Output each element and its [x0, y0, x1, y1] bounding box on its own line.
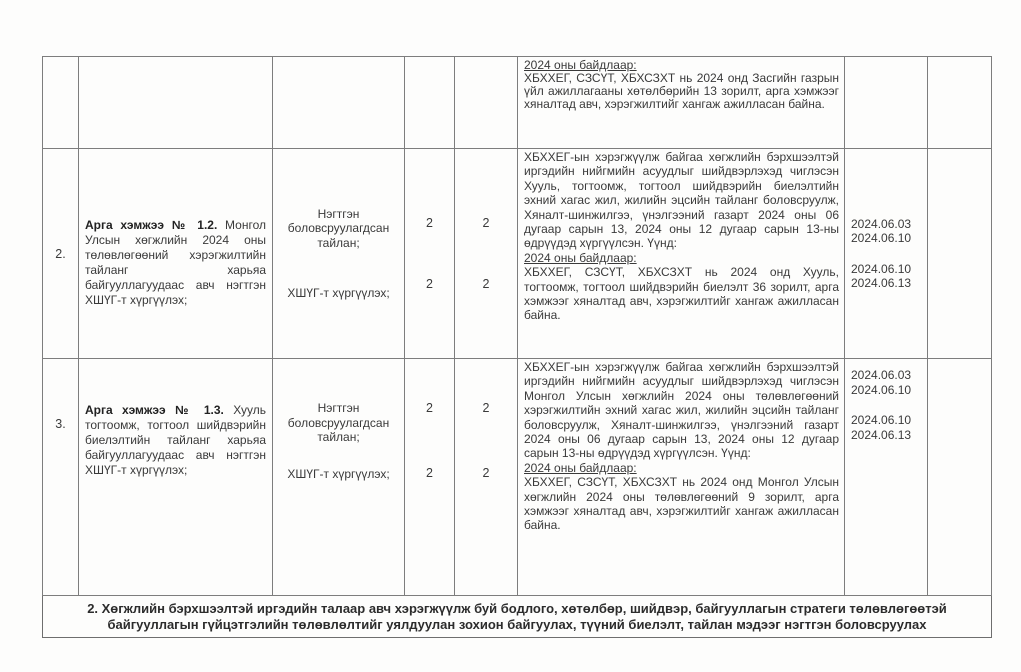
status-text: ХБХХЕГ, СЗСҮТ, ХБХСЗХТ нь 2024 онд Монгол Улсын хөгжлийн 2024 оны төлөвлөгөөний 9 зорилт, арга хэмжээг хяналтад авч, хэрэгжилтийг хангаж ажилласан байна.: [524, 475, 839, 533]
note-cell-empty: [928, 359, 992, 596]
qty-value: 2: [482, 465, 490, 480]
output-cell-empty: [273, 57, 405, 149]
table-row-footer: [43, 596, 992, 638]
section-footer-title: 2. Хөгжлийн бэрхшээлтэй иргэдийн талаар авч хэрэгжүүлж буй бодлого, хөтөлбөр, шийдвэр, байгууллагын стратеги төлөвлөгөөтэй байгууллагын гүйцэтгэлийн төлөвлөлтийг уялдуулан зохион байгуулах, түүний биелэлт, тайлан мэдээг нэгтгэн боловсруулах: [43, 596, 992, 638]
result-text: ХБХХЕГ-ын хэрэгжүүлж байгаа хөгжлийн бэрхшээлтэй иргэдийн нийгмийн асуудлыг шийдвэрлэхэд чиглэсэн Хууль, тогтоомж, тогтоол шийдвэрийн биелэлтийн эхний хагас жил, жилийн эцсийн тайланг боловсруулж, Хяналт-шинжилгээ, үнэлгээний газарт 2024 оны 06 дугаар сарын 13, 2024 оны 12 дугаар сарын 13-ны өдрүүдэд хүргүүлсэн. Үүнд:: [524, 150, 839, 251]
status-text: ХБХХЕГ, СЗСҮТ, ХБХСЗХТ нь 2024 онд Хууль, тогтоомж, тогтоол шийдвэрийн биелэлт 36 зорилт, арга хэмжээг хяналтад авч, хэрэгжилтийг хангаж ажилласан байна.: [524, 265, 839, 323]
status-heading: 2024 оны байдлаар:: [524, 58, 637, 72]
qty-value: 2: [482, 215, 490, 230]
note-cell-empty: [928, 57, 992, 149]
result-cell: [518, 57, 845, 149]
qty-target-cell: [405, 359, 455, 596]
qty-target-cell-empty: [405, 57, 455, 149]
date: 2024.06.10: [851, 413, 912, 427]
measure-cell: [79, 149, 273, 359]
qty-actual-cell: [455, 149, 518, 359]
date-group: [851, 413, 927, 442]
qty-value: 2: [426, 215, 433, 230]
date: 2024.06.10: [851, 382, 912, 397]
dates-cell: [845, 149, 928, 359]
measure-title: Арга хэмжээ № 1.3.: [85, 403, 224, 417]
measure-description: [85, 218, 266, 308]
output-item: ХШҮГ-т хүргүүлэх;: [287, 286, 390, 300]
measure-cell: [79, 359, 273, 596]
output-item: Нэгтгэн боловсруулагдсан тайлан;: [287, 206, 390, 250]
qty-actual-cell: [455, 359, 518, 596]
output-cell: [273, 149, 405, 359]
result-cell: [518, 149, 845, 359]
measure-cell-empty: [79, 57, 273, 149]
status-heading: 2024 оны байдлаар:: [524, 250, 637, 265]
date-group: [851, 262, 927, 291]
qty-value: 2: [426, 277, 433, 291]
date: 2024.06.13: [851, 276, 912, 290]
date: 2024.06.13: [851, 427, 912, 442]
status-heading: 2024 оны байдлаар:: [524, 460, 637, 475]
qty-value: 2: [426, 401, 433, 415]
output-item: Нэгтгэн боловсруулагдсан тайлан;: [287, 401, 390, 444]
output-item: ХШҮГ-т хүргүүлэх;: [287, 466, 390, 481]
qty-value: 2: [482, 401, 490, 415]
result-cell: [518, 359, 845, 596]
measure-description: [85, 403, 266, 478]
output-cell: [273, 359, 405, 596]
qty-actual-cell-empty: [455, 57, 518, 149]
date: 2024.06.10: [851, 261, 912, 276]
table-row-3: [43, 359, 992, 596]
row-index: 2.: [43, 149, 79, 359]
note-cell-empty: [928, 149, 992, 359]
table-row-2: [43, 149, 992, 359]
result-text: ХБХХЕГ-ын хэрэгжүүлж байгаа хөгжлийн бэрхшээлтэй иргэдийн нийгмийн асуудлыг шийдвэрлэхэд чиглэсэн Монгол Улсын хөгжлийн 2024 оны төлөвлөгөөний хэрэгжилтийн эхний хагас жил, жилийн эцсийн тайланг боловсруулж, Хяналт-шинжилгээ, үнэлгээний газарт 2024 оны 06 дугаар сарын 13, 2024 оны 12 дугаар сарын 13-ны өдрүүдэд хүргүүлсэн. Үүнд:: [524, 360, 839, 461]
status-text: ХБХХЕГ, СЗСҮТ, ХБХСЗХТ нь 2024 онд Засгийн газрын үйл ажиллагааны хөтөлбөрийн 13 зорилт, арга хэмжээг хяналтад авч, хэрэгжилтийг хангаж ажилласан байна.: [524, 71, 839, 111]
measure-title: Арга хэмжээ № 1.2.: [85, 217, 218, 232]
qty-target-cell: [405, 149, 455, 359]
qty-value: 2: [426, 465, 433, 480]
row-index: 3.: [43, 359, 79, 596]
date-group: [851, 368, 927, 397]
date-group: [851, 217, 927, 246]
monitoring-report-table: [42, 56, 992, 638]
qty-value: 2: [482, 277, 490, 291]
dates-cell: [845, 359, 928, 596]
table-row-continuation: [43, 57, 992, 149]
date: 2024.06.10: [851, 231, 912, 245]
date: 2024.06.03: [851, 216, 912, 231]
measure-text: Хууль тогтоомж, тогтоол шийдвэрийн биелэлтийн тайланг харьяа байгууллагуудаас авч нэгтгэн ХШҮГ-т хүргүүлэх;: [85, 403, 266, 477]
index-cell-empty: [43, 57, 79, 149]
dates-cell-empty: [845, 57, 928, 149]
measure-text: Монгол Улсын хөгжлийн 2024 оны төлөвлөгөөний хэрэгжилтийн тайланг харьяа байгууллагуудаас авч нэгтгэн ХШҮГ-т хүргүүлэх;: [85, 217, 266, 307]
date: 2024.06.03: [851, 368, 912, 382]
